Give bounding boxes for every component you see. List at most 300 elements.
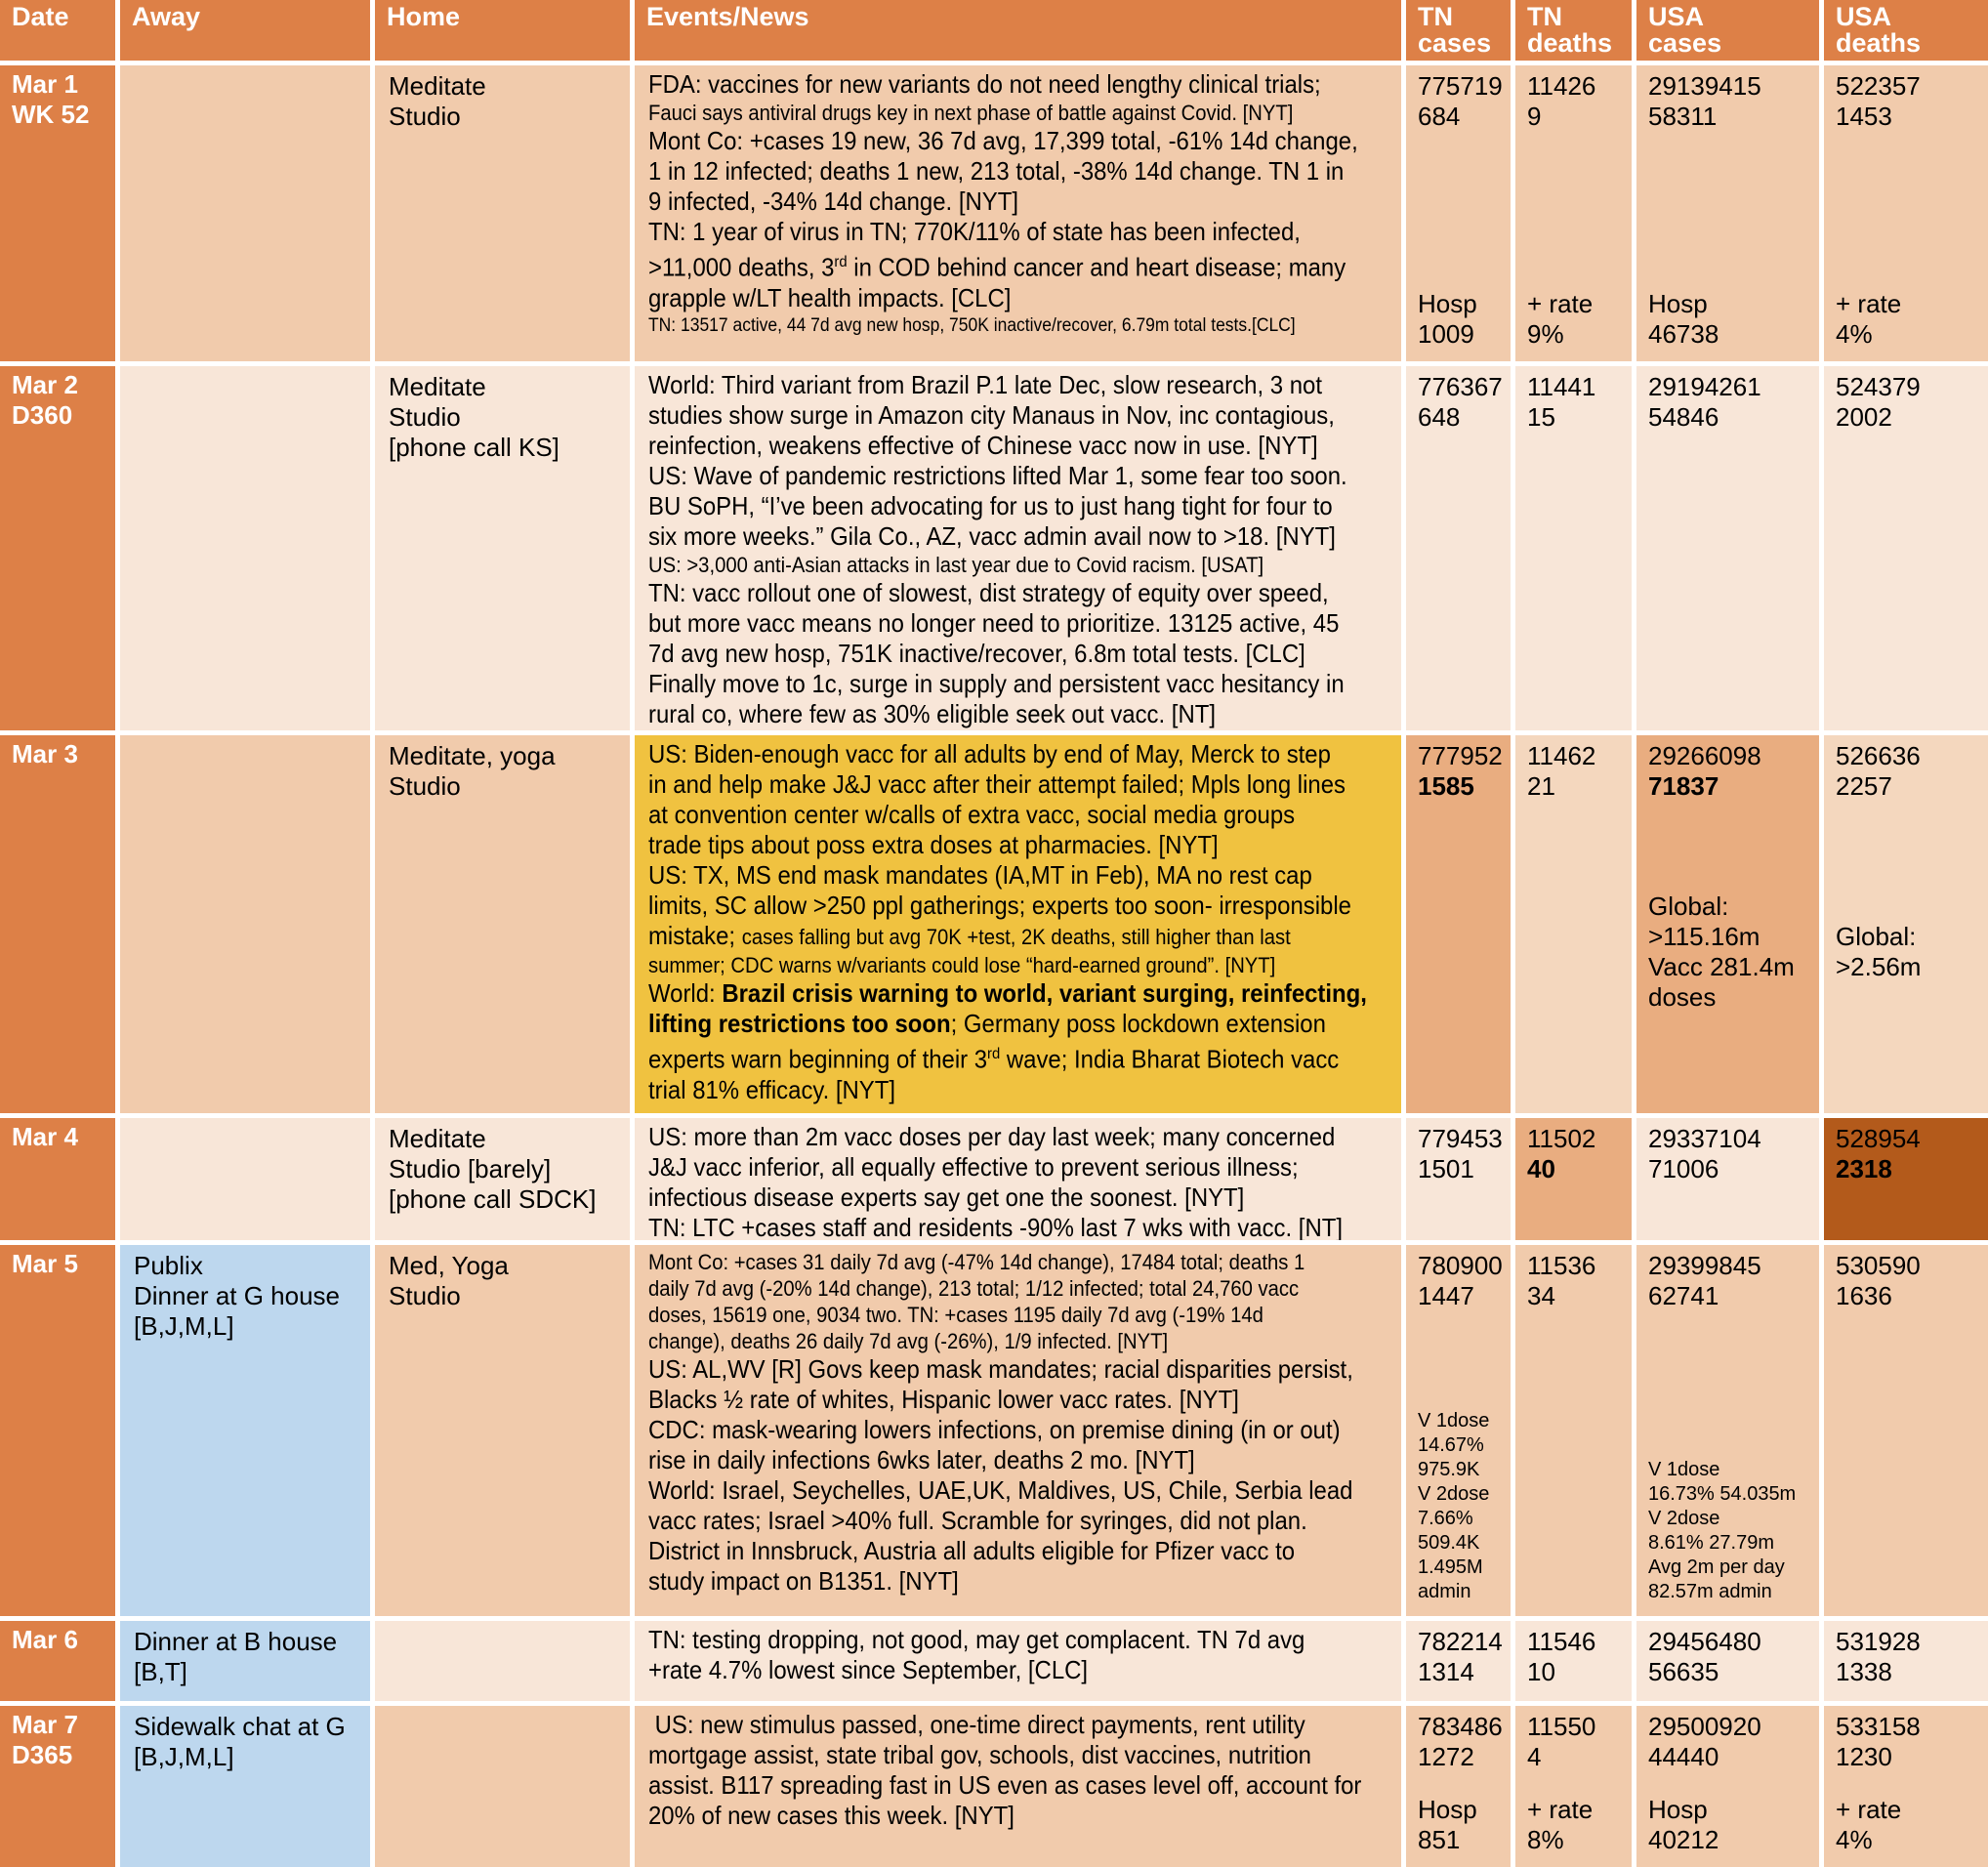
stat-line: 780900 [1418, 1251, 1503, 1280]
events-cell-row-4 [635, 1118, 1401, 1240]
stat-block [1648, 741, 1813, 802]
stat-line: 531928 [1836, 1627, 1921, 1656]
text-segment: TN: vacc rollout one of slowest, dist strategy of equity over speed, [648, 578, 1329, 607]
text-line [648, 1354, 1395, 1385]
text-line [648, 639, 1395, 669]
away-line: [B,J,M,L] [134, 1311, 234, 1341]
stat-line: 526636 [1836, 741, 1921, 770]
text-segment: daily 7d avg (-20% 14d change), 213 total; 1/12 infected; total 24,760 vacc [648, 1276, 1300, 1301]
date-cell-row-5 [0, 1245, 115, 1616]
text-segment: >11,000 deaths, 3 [648, 252, 835, 282]
stat-line: 648 [1418, 402, 1461, 432]
text-line [648, 431, 1395, 461]
stat-block [1836, 372, 1982, 433]
stat-line: 29266098 [1648, 741, 1761, 770]
text-segment: grapple w/LT health impacts. [CLC] [648, 282, 1012, 312]
date-line: Mar 2 [12, 370, 78, 399]
stat-cell-usa-deaths-row-4 [1824, 1118, 1988, 1240]
home-line: [phone call SDCK] [389, 1184, 597, 1214]
stat-line: 775719 [1418, 71, 1503, 101]
stat-cell-usa-cases-row-6 [1636, 1621, 1819, 1701]
away-line: Publix [134, 1251, 203, 1280]
stat-block [1418, 1627, 1505, 1687]
stat-block [1527, 71, 1626, 132]
stat-cell-tn-deaths-row-6 [1515, 1621, 1632, 1701]
stat-cell-usa-deaths-row-5 [1824, 1245, 1988, 1616]
text-segment: change), deaths 26 daily 7d avg (-26%), 1/9 infected. [NYT] [648, 1329, 1169, 1353]
events-text [648, 1249, 1395, 1597]
stat-line: 62741 [1648, 1281, 1719, 1310]
text-line [648, 921, 1395, 952]
date-line: WK 52 [12, 100, 90, 129]
stat-block [1836, 1712, 1982, 1772]
stat-cell-tn-cases-row-5 [1406, 1245, 1511, 1616]
text-line [648, 1566, 1395, 1597]
text-segment: TN: testing dropping, not good, may get complacent. TN 7d avg [648, 1625, 1305, 1654]
stat-line: 29399845 [1648, 1251, 1761, 1280]
stat-cell-usa-cases-row-7 [1636, 1706, 1819, 1867]
header-label: Date [12, 2, 69, 31]
stat-block [1648, 892, 1813, 1013]
text-line [648, 1275, 1395, 1302]
home-line: Studio [389, 771, 461, 801]
text-line [648, 1655, 1395, 1685]
header-label: Home [387, 2, 461, 31]
text-segment: CDC: mask-wearing lowers infections, on premise dining (in or out) [648, 1415, 1341, 1444]
away-line: Dinner at G house [134, 1281, 341, 1310]
text-line [648, 669, 1395, 699]
events-text [648, 1710, 1395, 1831]
stat-block [1836, 922, 1982, 982]
stat-line: 29500920 [1648, 1712, 1761, 1741]
stat-line: + rate [1527, 1795, 1594, 1824]
text-line [648, 1801, 1395, 1831]
stat-line: 782214 [1418, 1627, 1503, 1656]
header-label: Events/News [646, 2, 809, 31]
stat-line: >115.16m [1648, 921, 1760, 951]
date-line: D365 [12, 1740, 73, 1769]
stat-line: 29194261 [1648, 372, 1761, 401]
stat-line: 71837 [1648, 771, 1719, 801]
stat-line: V 1dose [1418, 1410, 1490, 1431]
stat-line: 4% [1836, 319, 1873, 349]
header-label: USA [1836, 2, 1892, 31]
text-segment: BU SoPH, “I’ve been advocating for us to just hang tight for four to [648, 491, 1333, 520]
stat-line: 2257 [1836, 771, 1892, 801]
text-segment: District in Innsbruck, Austria all adults eligible for Pfizer vacc to [648, 1536, 1296, 1565]
text-segment: study impact on B1351. [NYT] [648, 1566, 959, 1596]
text-line [648, 891, 1395, 921]
text-segment: rural co, where few as 30% eligible seek out vacc. [NT] [648, 699, 1216, 728]
header-label: cases [1648, 28, 1722, 58]
text-line [648, 126, 1395, 156]
stat-line: 2318 [1836, 1154, 1892, 1183]
events-text [648, 69, 1395, 338]
text-line [648, 1302, 1395, 1328]
stat-block [1648, 1712, 1813, 1772]
text-line [648, 578, 1395, 608]
text-segment: wave; India Bharat Biotech vacc [1000, 1044, 1340, 1074]
stat-line: 16.73% 54.035m [1648, 1483, 1797, 1505]
text-segment: vacc rates; Israel >40% full. Scramble for syringes, did not plan. [648, 1506, 1307, 1535]
header-home [375, 0, 630, 61]
away-cell-row-1 [120, 65, 370, 361]
stat-line: Hosp [1648, 289, 1708, 318]
stat-block [1418, 1712, 1505, 1772]
text-segment: TN: 1 year of virus in TN; 770K/11% of state has been infected, [648, 217, 1301, 246]
stat-line: Vacc 281.4m [1648, 951, 1795, 981]
stat-line: 29139415 [1648, 71, 1761, 101]
date-line: Mar 4 [12, 1122, 78, 1151]
text-segment: doses, 15619 one, 9034 two. TN: +cases 1195 daily 7d avg (-19% 14d [648, 1303, 1263, 1327]
text-line [648, 461, 1395, 491]
events-text [648, 370, 1395, 729]
text-line [648, 830, 1395, 860]
stat-cell-usa-deaths-row-2 [1824, 366, 1988, 730]
date-cell-row-4 [0, 1118, 115, 1240]
stat-line: 71006 [1648, 1154, 1719, 1183]
stat-line: 1314 [1418, 1657, 1474, 1686]
stat-line: 975.9K [1418, 1459, 1480, 1480]
stat-line: 509.4K [1418, 1532, 1480, 1554]
text-segment: TN: 13517 active, 44 7d avg new hosp, 750K inactive/recover, 6.79m total tests.[CLC] [648, 314, 1296, 336]
text-line [648, 400, 1395, 431]
stat-line: 779453 [1418, 1124, 1503, 1153]
home-cell-row-5 [375, 1245, 630, 1616]
home-cell-row-1 [375, 65, 630, 361]
stat-block [1836, 289, 1982, 350]
stat-cell-tn-cases-row-6 [1406, 1621, 1511, 1701]
events-cell-row-3 [635, 735, 1401, 1113]
text-segment: mortgage assist, state tribal gov, schools, dist vaccines, nutrition [648, 1740, 1311, 1769]
stat-line: 1585 [1418, 771, 1474, 801]
text-segment: US: Biden-enough vacc for all adults by end of May, Merck to step [648, 739, 1331, 768]
text-segment: US: more than 2m vacc doses per day last week; many concerned [648, 1122, 1336, 1151]
text-line [648, 1415, 1395, 1445]
stat-line: 1230 [1836, 1742, 1892, 1771]
away-cell-row-7 [120, 1706, 370, 1867]
stat-line: >2.56m [1836, 951, 1922, 981]
away-line: [B,J,M,L] [134, 1742, 234, 1771]
text-segment: 1 in 12 infected; deaths 1 new, 213 total, -38% 14d change. TN 1 in [648, 156, 1345, 186]
stat-line: 1272 [1418, 1742, 1474, 1771]
stat-cell-tn-cases-row-7 [1406, 1706, 1511, 1867]
away-line: [B,T] [134, 1657, 187, 1686]
text-segment: Mont Co: +cases 31 daily 7d avg (-47% 14d change), 17484 total; deaths 1 [648, 1250, 1305, 1274]
stat-line: V 2dose [1648, 1508, 1720, 1529]
stat-line: 46738 [1648, 319, 1719, 349]
home-cell-row-3 [375, 735, 630, 1113]
stat-cell-usa-cases-row-1 [1636, 65, 1819, 361]
text-segment: World: [648, 978, 723, 1008]
stat-block [1648, 1124, 1813, 1184]
stat-block [1648, 1458, 1813, 1604]
stat-block [1836, 1627, 1982, 1687]
home-line: Studio [389, 402, 461, 432]
home-line: Meditate [389, 1124, 486, 1153]
stat-cell-usa-cases-row-5 [1636, 1245, 1819, 1616]
stat-block [1418, 741, 1505, 802]
text-line [648, 1385, 1395, 1415]
away-cell-row-5 [120, 1245, 370, 1616]
stat-line: 524379 [1836, 372, 1921, 401]
text-segment: mistake; [648, 921, 742, 950]
stat-line: 8.61% 27.79m [1648, 1532, 1774, 1554]
header-label: deaths [1527, 28, 1613, 58]
stat-block [1527, 289, 1626, 350]
stat-line: 11536 [1527, 1251, 1596, 1280]
stat-line: 10 [1527, 1657, 1555, 1686]
stat-line: 21 [1527, 771, 1555, 801]
stat-line: 14.67% [1418, 1434, 1484, 1456]
stat-block [1418, 1251, 1505, 1311]
stat-block [1418, 289, 1505, 350]
text-line [648, 1506, 1395, 1536]
stat-cell-tn-deaths-row-3 [1515, 735, 1632, 1113]
text-segment: ; Germany poss lockdown extension [950, 1009, 1326, 1038]
stat-block [1836, 1124, 1982, 1184]
header-label: USA [1648, 2, 1705, 31]
text-segment: reinfection, weakens effective of Chinese vacc now in use. [NYT] [648, 431, 1318, 460]
events-text [648, 1625, 1395, 1685]
stat-line: 522357 [1836, 71, 1921, 101]
events-text [648, 739, 1395, 1105]
stat-line: Global: [1648, 891, 1729, 921]
away-cell-row-2 [120, 366, 370, 730]
text-segment: 7d avg new hosp, 751K inactive/recover, 6.8m total tests. [CLC] [648, 639, 1305, 668]
text-line [648, 1039, 1395, 1075]
text-line [648, 100, 1395, 126]
stat-line: 7.66% [1418, 1508, 1473, 1529]
home-line: Meditate, yoga [389, 741, 556, 770]
stat-line: 1447 [1418, 1281, 1474, 1310]
text-segment: Mont Co: +cases 19 new, 36 7d avg, 17,399 total, -61% 14d change, [648, 126, 1358, 155]
away-line: Sidewalk chat at G [134, 1712, 346, 1741]
stat-line: 533158 [1836, 1712, 1921, 1741]
events-cell-row-7 [635, 1706, 1401, 1867]
stat-block [1836, 1251, 1982, 1311]
text-line [648, 283, 1395, 313]
stat-block [1418, 1409, 1505, 1604]
stat-cell-usa-cases-row-2 [1636, 366, 1819, 730]
stat-line: 9 [1527, 102, 1542, 131]
stat-block [1527, 372, 1626, 433]
header-label: cases [1418, 28, 1492, 58]
stat-line: 530590 [1836, 1251, 1921, 1280]
text-segment: J&J vacc inferior, all equally effective to prevent serious illness; [648, 1152, 1299, 1182]
text-segment: trial 81% efficacy. [NYT] [648, 1074, 896, 1104]
text-segment: 9 infected, -34% 14d change. [NYT] [648, 187, 1018, 216]
text-line [648, 217, 1395, 247]
stat-cell-tn-cases-row-2 [1406, 366, 1511, 730]
text-line [648, 608, 1395, 639]
date-line: Mar 1 [12, 69, 78, 99]
stat-block [1648, 289, 1813, 350]
text-line [648, 1075, 1395, 1105]
text-segment: in and help make J&J vacc after their attempt failed; Mpls long lines [648, 769, 1346, 799]
text-line [648, 370, 1395, 400]
stat-line: 684 [1418, 102, 1461, 131]
stat-cell-usa-deaths-row-3 [1824, 735, 1988, 1113]
stat-line: 82.57m admin [1648, 1581, 1772, 1602]
away-cell-row-3 [120, 735, 370, 1113]
stat-cell-tn-deaths-row-4 [1515, 1118, 1632, 1240]
text-line [648, 156, 1395, 187]
stat-line: 29456480 [1648, 1627, 1761, 1656]
events-cell-row-2 [635, 366, 1401, 730]
text-line [648, 1710, 1395, 1740]
header-tn_deaths [1515, 0, 1632, 61]
stat-line: 11546 [1527, 1627, 1596, 1656]
stat-cell-usa-deaths-row-1 [1824, 65, 1988, 361]
stat-line: doses [1648, 981, 1717, 1012]
text-line [648, 1328, 1395, 1354]
stat-line: 4 [1527, 1742, 1542, 1771]
stat-block [1418, 1795, 1505, 1855]
text-line [648, 952, 1395, 978]
stat-block [1527, 1712, 1626, 1772]
stat-line: 54846 [1648, 402, 1719, 432]
text-line [648, 491, 1395, 521]
text-segment: six more weeks.” Gila Co., AZ, vacc admin avail now to >18. [NYT] [648, 521, 1336, 551]
stat-line: 8% [1527, 1825, 1564, 1854]
text-segment: US: TX, MS end mask mandates (IA,MT in Feb), MA no rest cap [648, 860, 1312, 890]
text-segment: 20% of new cases this week. [NYT] [648, 1801, 1015, 1830]
stat-line: Global: [1836, 921, 1917, 951]
stat-cell-tn-cases-row-4 [1406, 1118, 1511, 1240]
events-cell-row-1 [635, 65, 1401, 361]
header-label: TN [1418, 2, 1453, 31]
away-cell-row-6 [120, 1621, 370, 1701]
stat-block [1527, 1251, 1626, 1311]
stat-cell-usa-cases-row-3 [1636, 735, 1819, 1113]
stat-cell-tn-cases-row-1 [1406, 65, 1511, 361]
text-line [648, 1152, 1395, 1182]
text-line [648, 1445, 1395, 1475]
home-line: Med, Yoga [389, 1251, 509, 1280]
stat-line: 776367 [1418, 372, 1503, 401]
header-label: deaths [1836, 28, 1922, 58]
stat-block [1836, 741, 1982, 802]
home-cell-row-4 [375, 1118, 630, 1240]
stat-line: + rate [1836, 1795, 1902, 1824]
stat-block [1648, 1627, 1813, 1687]
text-segment: in COD behind cancer and heart disease; many [847, 252, 1346, 282]
date-cell-row-1 [0, 65, 115, 361]
text-line [648, 1625, 1395, 1655]
text-line [648, 769, 1395, 800]
home-line: Meditate [389, 71, 486, 101]
stat-block [1648, 372, 1813, 433]
text-segment: World: Third variant from Brazil P.1 late Dec, slow research, 3 not [648, 370, 1322, 399]
text-line [648, 247, 1395, 283]
text-segment: infectious disease experts say get one the soonest. [NYT] [648, 1182, 1245, 1212]
text-segment: studies show surge in Amazon city Manaus in Nov, inc contagious, [648, 400, 1335, 430]
text-segment: +rate 4.7% lowest since September, [CLC] [648, 1655, 1089, 1684]
text-segment: trade tips about poss extra doses at pharmacies. [NYT] [648, 830, 1219, 859]
text-segment: World: Israel, Seychelles, UAE,UK, Maldives, US, Chile, Serbia lead [648, 1475, 1353, 1505]
date-cell-row-2 [0, 366, 115, 730]
stat-line: 777952 [1418, 741, 1503, 770]
text-line [648, 1249, 1395, 1275]
stat-block [1648, 1251, 1813, 1311]
stat-line: 40212 [1648, 1825, 1719, 1854]
stat-line: 851 [1418, 1825, 1461, 1854]
date-line: Mar 3 [12, 739, 78, 768]
stat-line: admin [1418, 1581, 1471, 1602]
home-cell-row-7 [375, 1706, 630, 1867]
text-line [648, 1122, 1395, 1152]
text-segment: US: AL,WV [R] Govs keep mask mandates; racial disparities persist, [648, 1354, 1353, 1384]
stat-line: 783486 [1418, 1712, 1503, 1741]
stat-block [1527, 1795, 1626, 1855]
text-segment: but more vacc means no longer need to prioritize. 13125 active, 45 [648, 608, 1340, 638]
stat-line: + rate [1836, 289, 1902, 318]
stat-line: 29337104 [1648, 1124, 1761, 1153]
text-line [648, 1740, 1395, 1770]
events-text [648, 1122, 1395, 1240]
stat-line: 58311 [1648, 102, 1718, 131]
stat-line: 1636 [1836, 1281, 1892, 1310]
stat-line: V 2dose [1418, 1483, 1490, 1505]
text-line [648, 1182, 1395, 1213]
stat-block [1648, 71, 1813, 132]
stat-line: 2002 [1836, 402, 1892, 432]
text-line [648, 313, 1395, 338]
stat-line: 4% [1836, 1825, 1873, 1854]
header-usa_deaths [1824, 0, 1988, 61]
home-cell-row-2 [375, 366, 630, 730]
stat-line: 9% [1527, 319, 1564, 349]
stat-cell-tn-cases-row-3 [1406, 735, 1511, 1113]
events-cell-row-6 [635, 1621, 1401, 1701]
stat-line: 1338 [1836, 1657, 1892, 1686]
date-cell-row-3 [0, 735, 115, 1113]
stat-line: 34 [1527, 1281, 1555, 1310]
header-events [635, 0, 1401, 61]
text-segment: US: >3,000 anti-Asian attacks in last year due to Covid racism. [USAT] [648, 553, 1264, 577]
stat-cell-usa-deaths-row-7 [1824, 1706, 1988, 1867]
text-segment: US: Wave of pandemic restrictions lifted Mar 1, some fear too soon. [648, 461, 1347, 490]
text-line [648, 1475, 1395, 1506]
text-line [648, 1213, 1395, 1240]
stat-block [1527, 1627, 1626, 1687]
stat-line: Hosp [1648, 1795, 1708, 1824]
stat-line: 1009 [1418, 319, 1474, 349]
text-segment: rd [987, 1045, 1001, 1062]
text-segment: assist. B117 spreading fast in US even as cases level off, account for [648, 1770, 1362, 1800]
text-segment: Fauci says antiviral drugs key in next phase of battle against Covid. [NYT] [648, 101, 1294, 125]
text-line [648, 1536, 1395, 1566]
stat-line: 11550 [1527, 1712, 1596, 1741]
date-cell-row-6 [0, 1621, 115, 1701]
stat-block [1418, 71, 1505, 132]
stat-block [1527, 1124, 1626, 1184]
stat-line: 1.495M [1418, 1556, 1483, 1578]
stat-line: 528954 [1836, 1124, 1921, 1153]
date-line: D360 [12, 400, 73, 430]
header-label: Away [132, 2, 201, 31]
text-line [648, 187, 1395, 217]
stat-line: 56635 [1648, 1657, 1719, 1686]
text-segment: Brazil crisis warning to world, variant surging, reinfecting, [722, 978, 1367, 1008]
text-line [648, 69, 1395, 100]
stat-line: Avg 2m per day [1648, 1556, 1785, 1578]
stat-line: 11426 [1527, 71, 1596, 101]
home-line: Studio [barely] [389, 1154, 552, 1183]
header-away [120, 0, 370, 61]
stat-block [1648, 1795, 1813, 1855]
